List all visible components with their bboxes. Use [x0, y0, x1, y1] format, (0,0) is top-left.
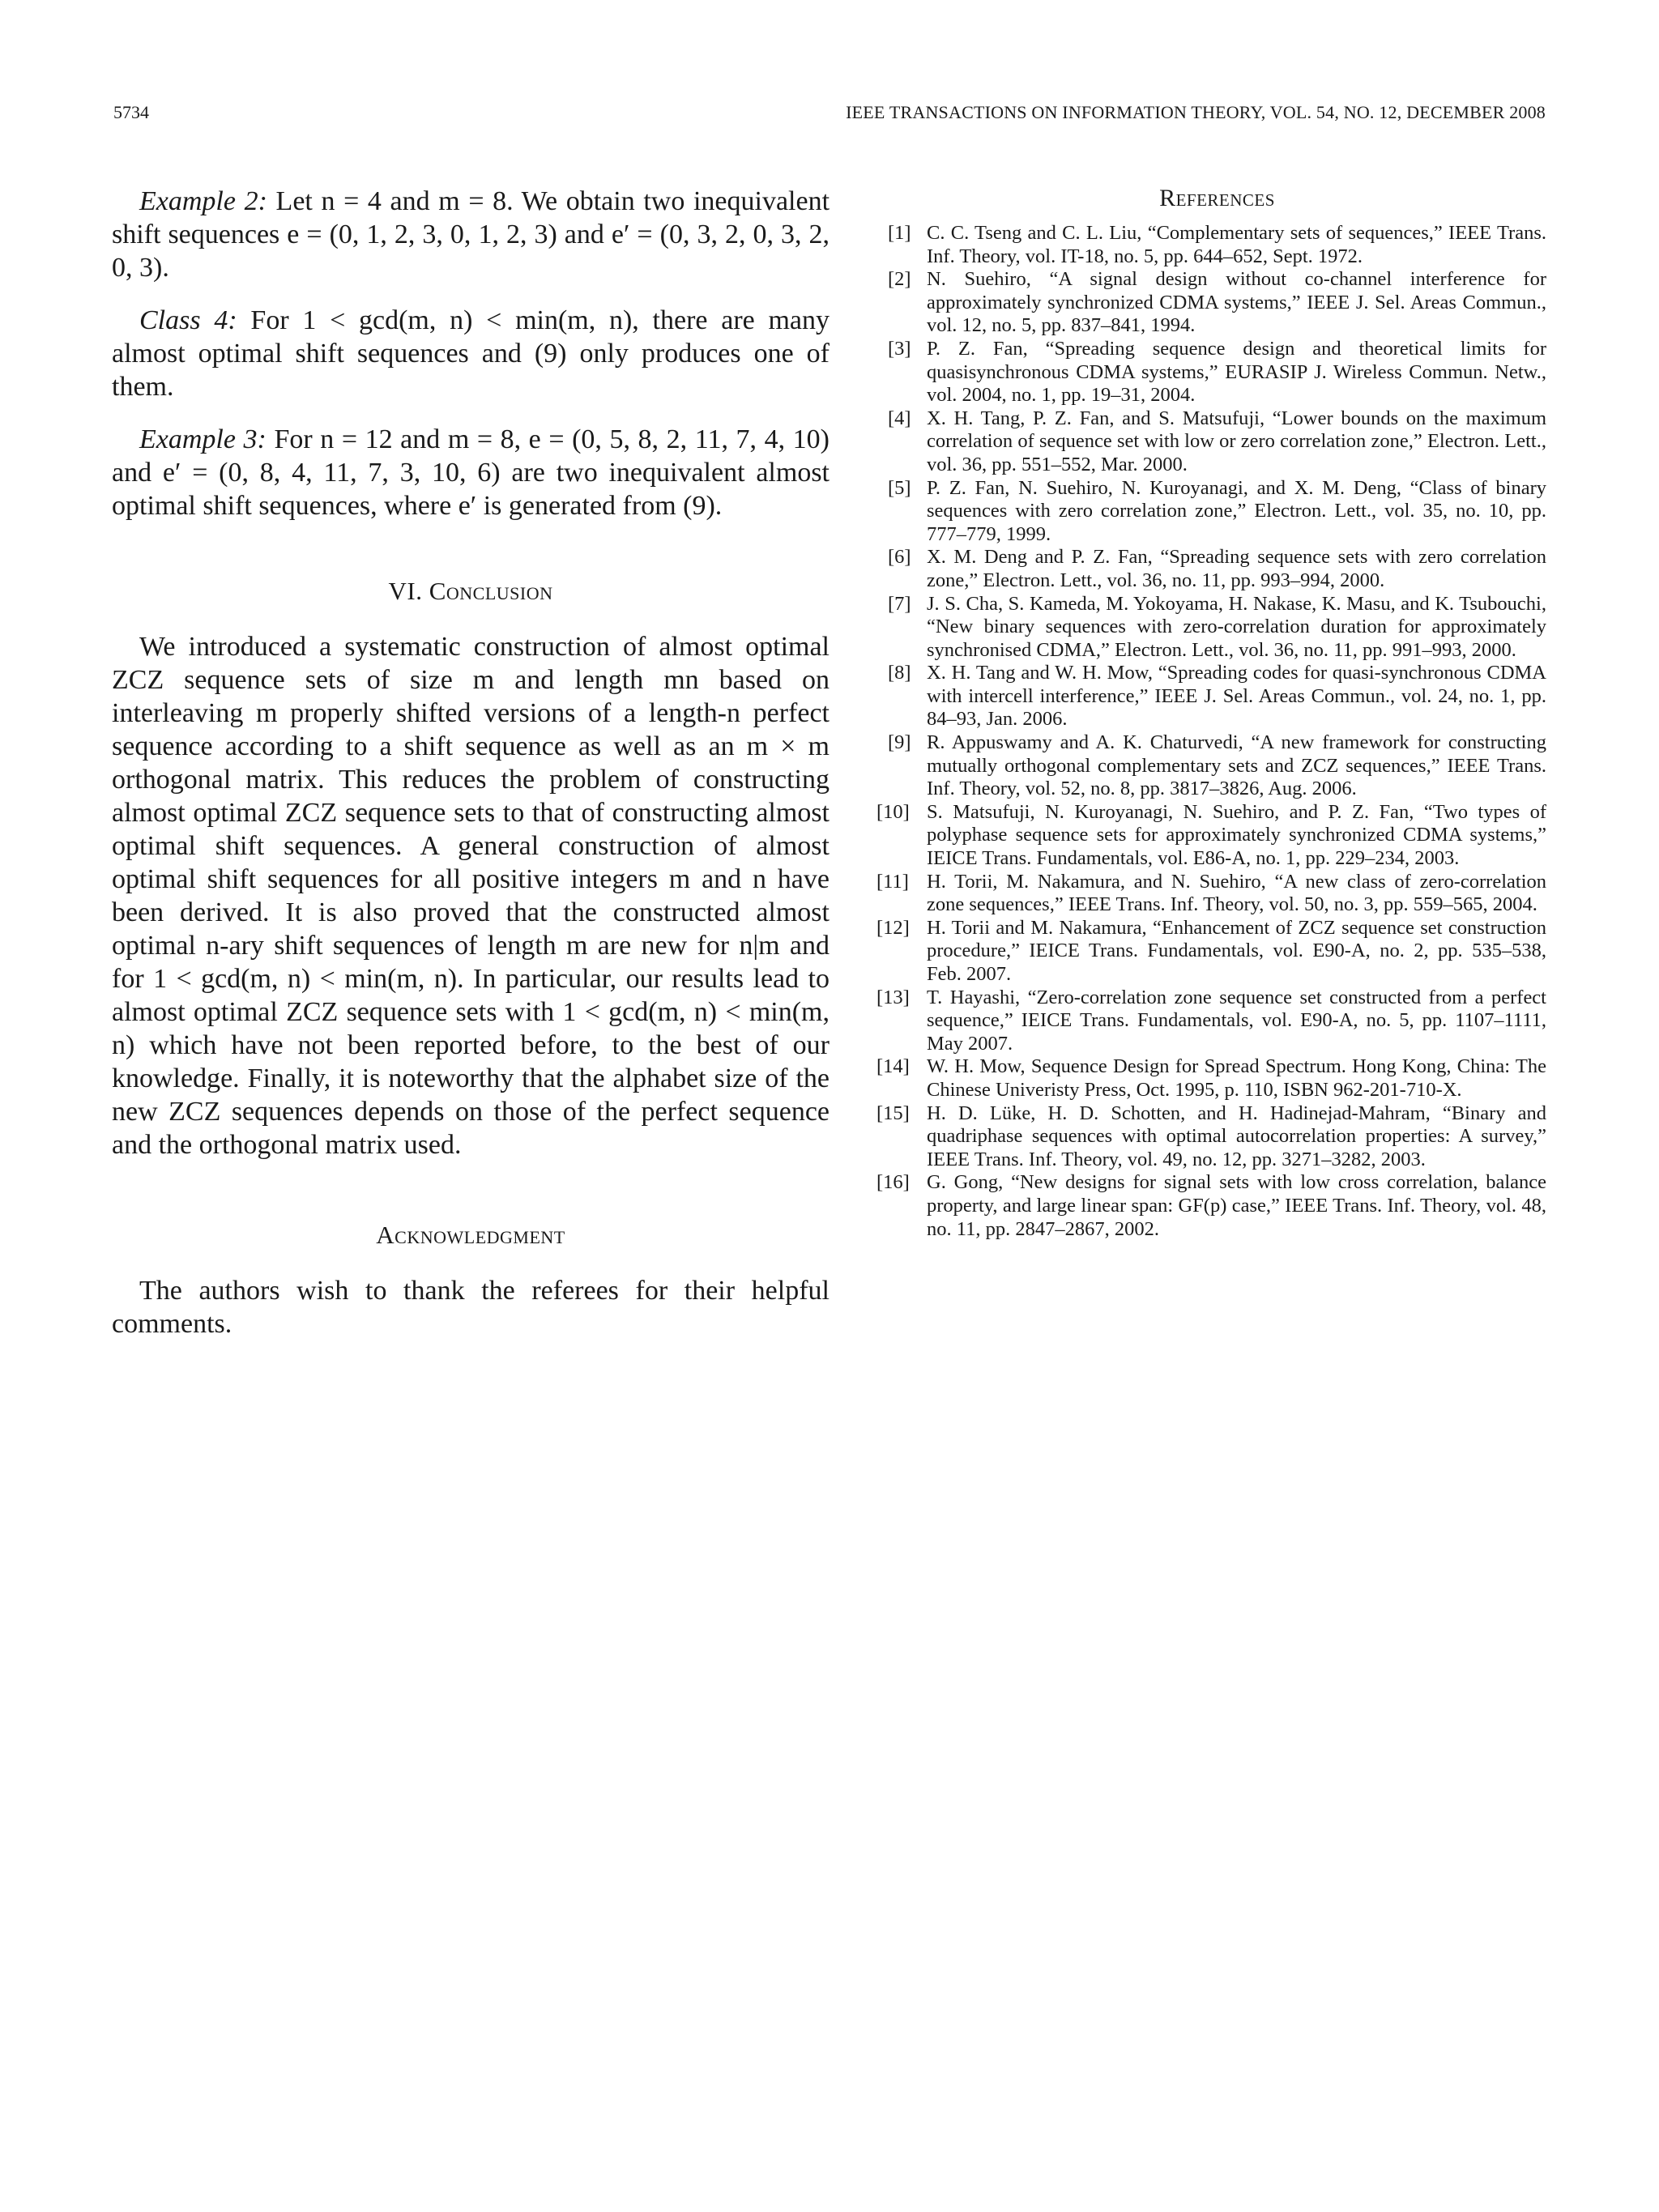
page-number: 5734 [113, 102, 149, 122]
reference-item: [16] G. Gong, “New designs for signal sets with low cross correlation, balance property, and large linear span: GF(p) case,” IEEE Trans. Inf. Theory, vol. 48, no. 11, pp. 2847–2867, 2002. [876, 1171, 1546, 1240]
reference-item: [5] P. Z. Fan, N. Suehiro, N. Kuroyanagi, and X. M. Deng, “Class of binary sequences with zero correlation zone,” Electron. Lett., vol. 35, no. 10, pp. 777–779, 1999. [888, 476, 1546, 545]
reference-item: [12] H. Torii and M. Nakamura, “Enhancement of ZCZ sequence set construction procedure,” IEICE Trans. Fundamentals, vol. E90-A, no. 2, pp. 535–538, Feb. 2007. [876, 916, 1546, 985]
references-heading: References [1159, 185, 1275, 211]
example-3-text: For n = 12 and m = 8, e = (0, 5, 8, 2, 11, 7, 4, 10) and e′ = (0, 8, 4, 11, 7, 3, 10, 6) are two inequivalent almost optimal shift sequences, where e′ is generated from (9). [112, 424, 830, 521]
reference-item: [10] S. Matsufuji, N. Kuroyanagi, N. Suehiro, and P. Z. Fan, “Two types of polyphase sequence sets for approximately synchronized CDMA systems,” IEICE Trans. Fundamentals, vol. E86-A, no. 1, pp. 229–234, 2003. [876, 800, 1546, 870]
example-2 [112, 185, 830, 284]
left-column [112, 185, 830, 1340]
example-3 [112, 423, 830, 522]
reference-item: [11] H. Torii, M. Nakamura, and N. Suehiro, “A new class of zero-correlation zone sequences,” IEEE Trans. Inf. Theory, vol. 50, no. 3, pp. 559–565, 2004. [876, 870, 1546, 916]
acknowledgment-heading: Acknowledgment [376, 1221, 565, 1249]
reference-item: [15] H. D. Lüke, H. D. Schotten, and H. Hadinejad-Mahram, “Binary and quadriphase sequences with optimal autocorrelation properties: A survey,” IEEE Trans. Inf. Theory, vol. 49, no. 12, pp. 3271–3282, 2003. [876, 1102, 1546, 1170]
class-4-lead: Class 4: [139, 305, 237, 335]
acknowledgment-paragraph: The authors wish to thank the referees for their helpful comments. [112, 1276, 830, 1339]
reference-item: [7] J. S. Cha, S. Kameda, M. Yokoyama, H. Nakase, K. Masu, and K. Tsubouchi, “New binary sequences with zero-correlation duration for approximately synchronised CDMA,” Electron. Lett., vol. 36, no. 11, pp. 991–993, 2000. [888, 592, 1546, 661]
references-column [876, 185, 1546, 1241]
class-4 [112, 304, 830, 403]
class-4-text: For 1 < gcd(m, n) < min(m, n), there are many almost optimal shift sequences and (9) only produces one of them. [112, 305, 830, 402]
example-3-lead: Example 3: [139, 424, 267, 454]
example-2-text: Let n = 4 and m = 8. We obtain two inequivalent shift sequences e = (0, 1, 2, 3, 0, 1, 2, 3) and e′ = (0, 3, 2, 0, 3, 2, 0, 3). [112, 186, 830, 283]
reference-item: [9] R. Appuswamy and A. K. Chaturvedi, “A new framework for constructing mutually orthogonal complementary sets and ZCZ sequences,” IEEE Trans. Inf. Theory, vol. 52, no. 8, pp. 3817–3826, Aug. 2006. [888, 731, 1546, 800]
example-2-lead: Example 2: [139, 186, 267, 216]
reference-item: [1] C. C. Tseng and C. L. Liu, “Complementary sets of sequences,” IEEE Trans. Inf. Theory, vol. IT-18, no. 5, pp. 644–652, Sept. 1972. [888, 222, 1546, 267]
conclusion-paragraph: We introduced a systematic construction of almost optimal ZCZ sequence sets of size m and length mn based on interleaving m properly shifted versions of a length-n perfect sequence according to a shift sequence as well as an m × m orthogonal matrix. This reduces the problem of constructing almost optimal ZCZ sequence sets to that of constructing almost optimal shift sequences. A general construction of almost optimal shift sequences for all positive integers m and n have been derived. It is also proved that the constructed almost optimal n-ary shift sequences of length m are new for n|m and for 1 < gcd(m, n) < min(m, n). In particular, our results lead to almost optimal ZCZ sequence sets with 1 < gcd(m, n) < min(m, n) which have not been reported before, to the best of our knowledge. Finally, it is noteworthy that the alphabet size of the new ZCZ sequences depends on those of the perfect sequence and the orthogonal matrix used. [112, 632, 830, 1160]
journal-header: IEEE TRANSACTIONS ON INFORMATION THEORY, VOL. 54, NO. 12, DECEMBER 2008 [846, 102, 1546, 122]
reference-item: [8] X. H. Tang and W. H. Mow, “Spreading codes for quasi-synchronous CDMA with intercell interference,” IEEE J. Sel. Areas Commun., vol. 24, no. 1, pp. 84–93, Jan. 2006. [888, 662, 1546, 731]
reference-item: [3] P. Z. Fan, “Spreading sequence design and theoretical limits for quasisynchronous CDMA systems,” EURASIP J. Wireless Commun. Netw., vol. 2004, no. 1, pp. 19–31, 2004. [888, 337, 1546, 407]
conclusion-heading: VI. Conclusion [388, 577, 553, 605]
reference-item: [2] N. Suehiro, “A signal design without co-channel interference for approximately synchronized CDMA systems,” IEEE J. Sel. Areas Commun., vol. 12, no. 5, pp. 837–841, 1994. [888, 268, 1546, 337]
reference-item: [6] X. M. Deng and P. Z. Fan, “Spreading sequence sets with zero correlation zone,” Electron. Lett., vol. 36, no. 11, pp. 993–994, 2000. [888, 546, 1546, 591]
reference-item: [4] X. H. Tang, P. Z. Fan, and S. Matsufuji, “Lower bounds on the maximum correlation of sequence set with low or zero correlation zone,” Electron. Lett., vol. 36, pp. 551–552, Mar. 2000. [888, 407, 1546, 475]
reference-item: [13] T. Hayashi, “Zero-correlation zone sequence set constructed from a perfect sequence,” IEICE Trans. Fundamentals, vol. E90-A, no. 5, pp. 1107–1111, May 2007. [876, 986, 1546, 1055]
reference-item: [14] W. H. Mow, Sequence Design for Spread Spectrum. Hong Kong, China: The Chinese Univeristy Press, Oct. 1995, p. 110, ISBN 962-201-710-X. [876, 1055, 1546, 1101]
